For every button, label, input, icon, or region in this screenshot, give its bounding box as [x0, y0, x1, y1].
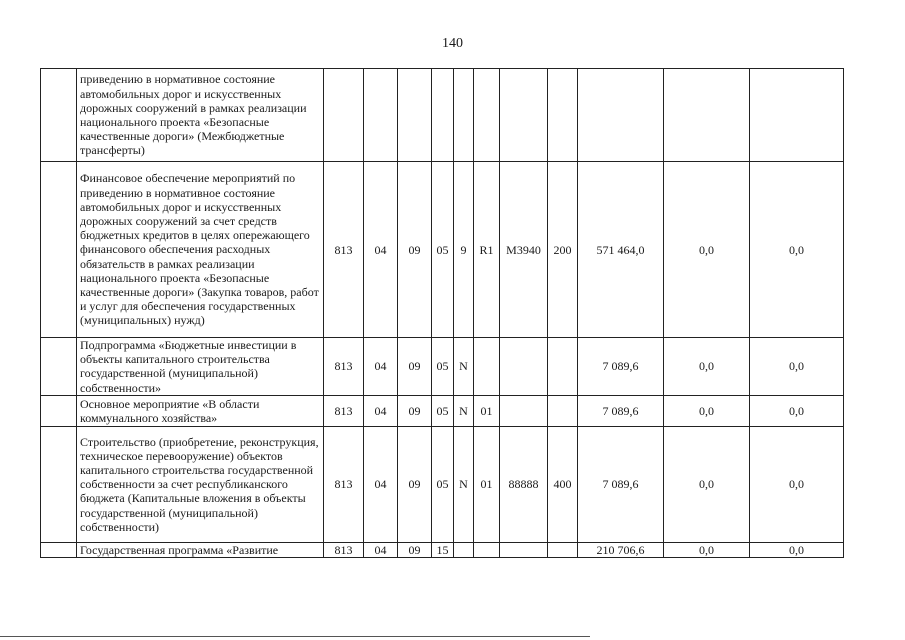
program-code-cell: 05 [432, 338, 454, 396]
activity-code-cell [474, 542, 500, 557]
grbs-code-cell: 813 [324, 542, 364, 557]
grbs-code-cell: 813 [324, 395, 364, 426]
amount-year3-cell: 0,0 [750, 162, 844, 338]
section-code-cell: 04 [364, 162, 398, 338]
program-code-cell: 15 [432, 542, 454, 557]
row-number-cell [41, 395, 77, 426]
subprogram-code-cell: N [454, 395, 474, 426]
budget-table [40, 68, 844, 558]
item-name-cell: Подпрограмма «Бюджетные инвестиции в объекты капитального строительства государственной (муниципальной) собственности» [77, 338, 324, 396]
expense-type-cell [548, 338, 578, 396]
amount-year2-cell: 0,0 [664, 395, 750, 426]
direction-code-cell [500, 395, 548, 426]
row-number-cell [41, 69, 77, 162]
amount-year1-cell: 210 706,6 [578, 542, 664, 557]
table-row [41, 395, 844, 426]
subsection-code-cell [398, 69, 432, 162]
table-row [41, 542, 844, 557]
section-code-cell: 04 [364, 395, 398, 426]
direction-code-cell [500, 338, 548, 396]
amount-year1-cell: 571 464,0 [578, 162, 664, 338]
subprogram-code-cell [454, 542, 474, 557]
subsection-code-cell: 09 [398, 338, 432, 396]
table-row [41, 162, 844, 338]
subprogram-code-cell: N [454, 426, 474, 542]
program-code-cell: 05 [432, 426, 454, 542]
amount-year1-cell [578, 69, 664, 162]
amount-year3-cell: 0,0 [750, 338, 844, 396]
item-name-cell: Основное мероприятие «В области коммунального хозяйства» [77, 395, 324, 426]
page-number: 140 [442, 36, 463, 51]
activity-code-cell [474, 69, 500, 162]
amount-year2-cell: 0,0 [664, 338, 750, 396]
amount-year3-cell: 0,0 [750, 426, 844, 542]
section-code-cell [364, 69, 398, 162]
subsection-code-cell: 09 [398, 395, 432, 426]
direction-code-cell: М3940 [500, 162, 548, 338]
amount-year2-cell: 0,0 [664, 426, 750, 542]
expense-type-cell [548, 542, 578, 557]
program-code-cell [432, 69, 454, 162]
subprogram-code-cell: 9 [454, 162, 474, 338]
item-name-cell: Строительство (приобретение, реконструкция, техническое перевооружение) объектов капитального строительства государственной собственности за счет республиканского бюджета (Капитальные вложения в объекты государственной (муниципальной) собственности) [77, 426, 324, 542]
direction-code-cell [500, 69, 548, 162]
amount-year1-cell: 7 089,6 [578, 338, 664, 396]
row-number-cell [41, 542, 77, 557]
subsection-code-cell: 09 [398, 542, 432, 557]
row-number-cell [41, 338, 77, 396]
item-name-cell: Финансовое обеспечение мероприятий по приведению в нормативное состояние автомобильных дорог и искусственных дорожных сооружений за счет средств бюджетных кредитов в целях опережающего финансового обеспечения расходных обязательств в рамках реализации национального проекта «Безопасные качественные дороги» (Закупка товаров, работ и услуг для обеспечения государственных (муниципальных) нужд) [77, 162, 324, 338]
amount-year1-cell: 7 089,6 [578, 426, 664, 542]
section-code-cell: 04 [364, 338, 398, 396]
amount-year2-cell [664, 69, 750, 162]
expense-type-cell [548, 395, 578, 426]
row-number-cell [41, 162, 77, 338]
subprogram-code-cell: N [454, 338, 474, 396]
activity-code-cell: 01 [474, 426, 500, 542]
activity-code-cell [474, 338, 500, 396]
item-name-cell: Государственная программа «Развитие [77, 542, 324, 557]
expense-type-cell: 400 [548, 426, 578, 542]
row-number-cell [41, 426, 77, 542]
subsection-code-cell: 09 [398, 426, 432, 542]
grbs-code-cell: 813 [324, 162, 364, 338]
expense-type-cell [548, 69, 578, 162]
activity-code-cell: R1 [474, 162, 500, 338]
grbs-code-cell [324, 69, 364, 162]
amount-year2-cell: 0,0 [664, 162, 750, 338]
section-code-cell: 04 [364, 542, 398, 557]
amount-year2-cell: 0,0 [664, 542, 750, 557]
direction-code-cell [500, 542, 548, 557]
amount-year3-cell [750, 69, 844, 162]
expense-type-cell: 200 [548, 162, 578, 338]
table-row [41, 69, 844, 162]
subsection-code-cell: 09 [398, 162, 432, 338]
activity-code-cell: 01 [474, 395, 500, 426]
program-code-cell: 05 [432, 395, 454, 426]
bottom-rule [0, 636, 590, 637]
direction-code-cell: 88888 [500, 426, 548, 542]
table-row [41, 338, 844, 396]
amount-year3-cell: 0,0 [750, 395, 844, 426]
program-code-cell: 05 [432, 162, 454, 338]
amount-year3-cell: 0,0 [750, 542, 844, 557]
table-row [41, 426, 844, 542]
amount-year1-cell: 7 089,6 [578, 395, 664, 426]
grbs-code-cell: 813 [324, 338, 364, 396]
subprogram-code-cell [454, 69, 474, 162]
item-name-cell: приведению в нормативное состояние автомобильных дорог и искусственных дорожных сооружений в рамках реализации национального проекта «Безопасные качественные дороги» (Межбюджетные трансферты) [77, 69, 324, 162]
section-code-cell: 04 [364, 426, 398, 542]
grbs-code-cell: 813 [324, 426, 364, 542]
